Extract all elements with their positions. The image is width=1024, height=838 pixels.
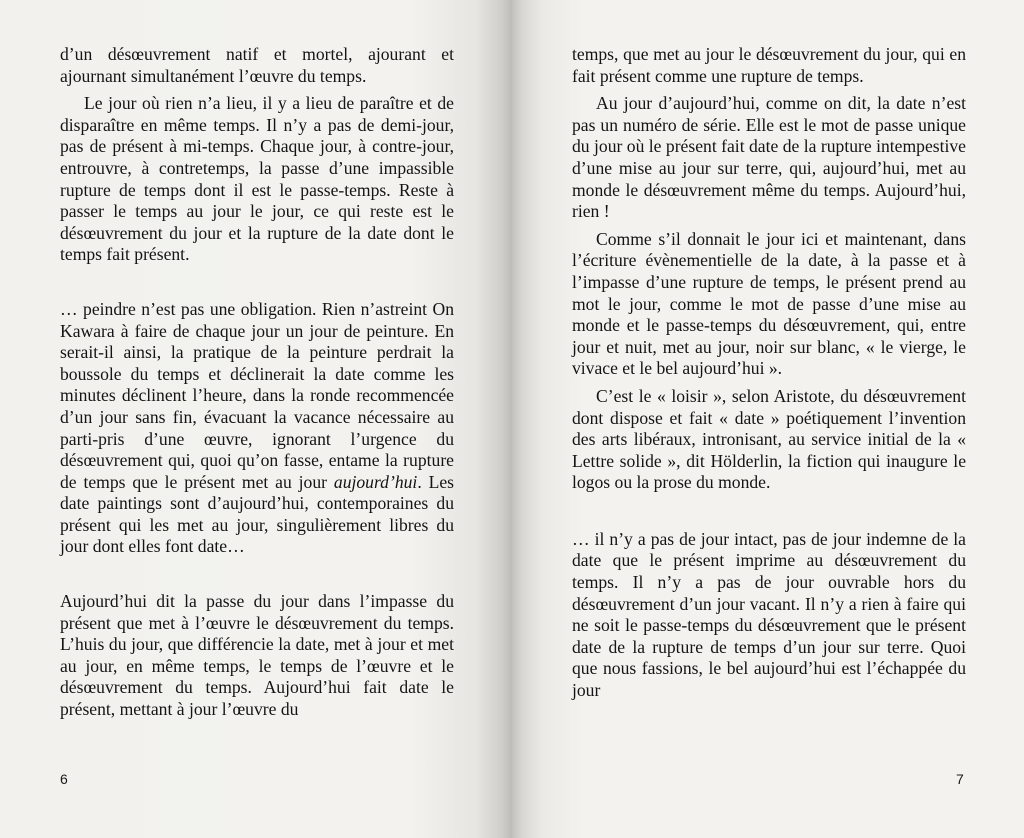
paragraph bbox=[60, 299, 454, 558]
paragraph: Le jour où rien n’a lieu, il y a lieu de paraître et de disparaître en même temps. Il n’y a pas de demi-jour, pas de présent à mi-temps. Chaque jour, à contre-jour, entrouvre, à contretemps, la passe d’une impassible rupture de temps dont il est le passe-temps. Reste à passer le temps au jour le jour, ce qui reste est le désœuvrement du jour et la rupture de la date dont le temps fait présent. bbox=[60, 93, 454, 265]
paragraph: Aujourd’hui dit la passe du jour dans l’impasse du présent que met à l’œuvre le désœuvrement du temps. L’huis du jour, que différencie la date, met à jour et met au jour, en même temps, le temps de l’œuvre et le désœuvrement du temps. Aujourd’hui fait date le présent, mettant à jour l’œuvre du bbox=[60, 591, 454, 720]
right-text-column bbox=[572, 44, 966, 708]
paragraph: d’un désœuvrement natif et mortel, ajourant et ajournant simultanément l’œuvre du temps. bbox=[60, 44, 454, 86]
paragraph: … il n’y a pas de jour intact, pas de jour indemne de la date que le présent imprime au désœuvrement du temps. Il n’y a pas de jour ouvrable hors du désœuvrement d’un jour vacant. Il n’y a rien à faire qui ne soit le passe-temps du désœuvrement que le présent date de la rupture de temps d’un jour sur terre. Quoi que nous fassions, le bel aujourd’hui est l’échappée du jour bbox=[572, 528, 966, 701]
paragraph-text: . Les date paintings sont d’aujourd’hui, contemporaines du présent qui les met au jour, singulièrement libres du jour dont elles font date… bbox=[60, 471, 454, 557]
emphasis-text: aujourd’hui bbox=[333, 471, 418, 492]
paragraph-text: … peindre n’est pas une obligation. Rien n’astreint On Kawara à faire de chaque jour un jour de peinture. En serait-il ainsi, la pratique de la peinture perdrait la boussole du temps et déclinerait la date comme les minutes déclinent l’heure, dans la ronde recommencée d’un jour sans fin, évacuant la vacance nécessaire au parti-pris d’une œuvre, ignorant l’urgence du désœuvrement qui, quoi qu’on fasse, entame la rupture de temps que le présent met au jour bbox=[60, 298, 454, 492]
left-text-column bbox=[60, 44, 454, 727]
page-number: 6 bbox=[60, 771, 68, 787]
paragraph: Au jour d’aujourd’hui, comme on dit, la date n’est pas un numéro de série. Elle est le mot de passe unique du jour où le présent fait date de la rupture intempestive d’une mise au jour sur terre, qui, aujourd’hui, met au monde le désœuvrement même du temps. Aujourd’hui, rien ! bbox=[572, 93, 966, 222]
right-page bbox=[512, 0, 1024, 838]
paragraph: temps, que met au jour le désœuvrement du jour, qui en fait présent comme une rupture de temps. bbox=[572, 44, 966, 86]
paragraph: C’est le « loisir », selon Aristote, du désœuvrement dont dispose et fait « date » poétiquement l’invention des arts libéraux, intronisant, au service initial de la « Lettre solide », dit Hölderlin, la fiction qui inaugure le logos ou la prose du monde. bbox=[572, 385, 966, 493]
page-number: 7 bbox=[956, 771, 964, 787]
paragraph: Comme s’il donnait le jour ici et maintenant, dans l’écriture évènementielle de la date, à la passe et à l’impasse d’une rupture de temps, le présent prend au mot le jour, comme le mot de passe d’une mise au monde et le passe-temps du désœuvrement, qui, entre jour et nuit, met au jour, noir sur blanc, « le vierge, le vivace et le bel aujourd’hui ». bbox=[572, 228, 966, 379]
